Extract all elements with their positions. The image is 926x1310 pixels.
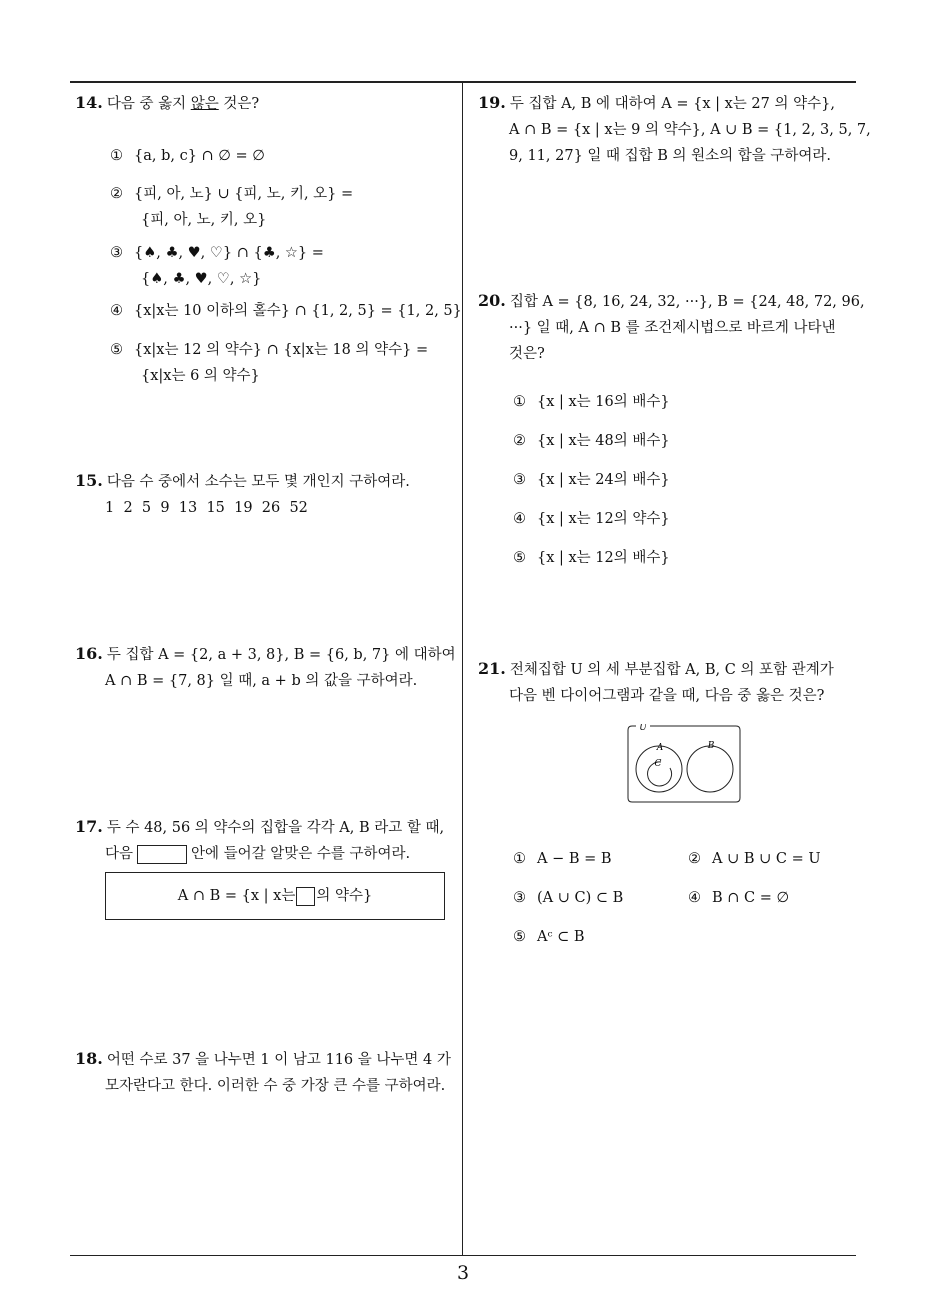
venn-label-b: B — [707, 741, 715, 751]
underlined-text: 않은 — [190, 96, 219, 112]
column-divider — [462, 82, 463, 1256]
question-number: 14. — [75, 93, 103, 112]
question-text: 다음 중 옳지 — [106, 96, 191, 112]
question-16: 16. 두 집합 A = {2, a + 3, 8}, B = {6, b, 7} 에 대하여 A ∩ B = {7, 8} 일 때, a + b 의 값을 구하여라. — [75, 644, 456, 689]
question-number: 21. — [478, 659, 506, 678]
venn-label-c: C — [654, 759, 662, 769]
q14-option-3: ③ {♠, ♣, ♥, ♡} ∩ {♣, ☆} = {♠, ♣, ♥, ♡, ☆} — [110, 245, 324, 287]
q17-condition-box: A ∩ B = {x | x는 의 약수} — [105, 872, 445, 920]
question-number: 16. — [75, 644, 103, 663]
q20-option-2: ② {x | x는 48의 배수} — [513, 433, 670, 449]
question-15 — [75, 468, 410, 521]
question-19: 19. 두 집합 A, B 에 대하여 A = {x | x는 27 의 약수}, A ∩ B = {x | x는 9 의 약수}, A ∪ B = {1, 2, 3, 5, 7, 9, 11, 27} 일 때 집합 B 의 원소의 합을 구하여라. — [478, 93, 871, 164]
q21-option-4: ④ B ∩ C = ∅ — [688, 890, 790, 906]
question-17: 17. 두 수 48, 56 의 약수의 집합을 각각 A, B 라고 할 때, 다음 안에 들어갈 알맞은 수를 구하여라. — [75, 817, 445, 862]
question-number: 18. — [75, 1049, 103, 1068]
answer-blank — [137, 845, 187, 864]
q21-option-5: ⑤ Aᶜ ⊂ B — [513, 929, 585, 945]
bottom-rule — [70, 1255, 856, 1256]
question-number: 15. — [75, 471, 103, 490]
q14-option-4: ④ {x|x는 10 이하의 홀수} ∩ {1, 2, 5} = {1, 2, 5} — [110, 303, 462, 319]
venn-label-a: A — [656, 743, 664, 753]
q14-option-1: ① {a, b, c} ∩ ∅ = ∅ — [110, 148, 265, 164]
q21-option-1: ① A − B = B — [513, 851, 612, 867]
venn-diagram — [626, 724, 742, 804]
q20-option-5: ⑤ {x | x는 12의 배수} — [513, 550, 670, 566]
q20-option-4: ④ {x | x는 12의 약수} — [513, 511, 670, 527]
top-rule — [70, 81, 856, 83]
q14-option-2: ② {피, 아, 노} ∪ {피, 노, 키, 오} = {피, 아, 노, 키, 오} — [110, 186, 354, 228]
q14-option-5: ⑤ {x|x는 12 의 약수} ∩ {x|x는 18 의 약수} = {x|x는 6 의 약수} — [110, 342, 429, 384]
question-21: 21. 전체집합 U 의 세 부분집합 A, B, C 의 포함 관계가 다음 벤 다이어그램과 같을 때, 다음 중 옳은 것은? — [478, 659, 834, 704]
q20-option-1: ① {x | x는 16의 배수} — [513, 394, 670, 410]
q20-option-3: ③ {x | x는 24의 배수} — [513, 472, 670, 488]
venn-set-b — [687, 746, 733, 792]
question-number: 19. — [478, 93, 506, 112]
page-number: 3 — [456, 1262, 470, 1284]
question-14: 14. 다음 중 옳지 않은 것은? — [75, 93, 260, 112]
question-number: 17. — [75, 817, 103, 836]
q21-option-2: ② A ∪ B ∪ C = U — [688, 851, 821, 867]
q21-option-3: ③ (A ∪ C) ⊂ B — [513, 890, 624, 906]
question-18: 18. 어떤 수로 37 을 나누면 1 이 남고 116 을 나누면 4 가 모자란다고 한다. 이러한 수 중 가장 큰 수를 구하여라. — [75, 1049, 451, 1094]
question-number: 20. — [478, 291, 506, 310]
answer-blank-small — [296, 887, 315, 906]
number-list: 1 2 5 9 13 15 19 26 52 — [105, 500, 308, 516]
question-20: 20. 집합 A = {8, 16, 24, 32, ···}, B = {24, 48, 72, 96, ···} 일 때, A ∩ B 를 조건제시법으로 바르게 나타낸 것은? — [478, 291, 865, 362]
venn-label-u: U — [639, 724, 647, 733]
question-text: 다음 수 중에서 소수는 모두 몇 개인지 구하여라. — [106, 474, 410, 490]
